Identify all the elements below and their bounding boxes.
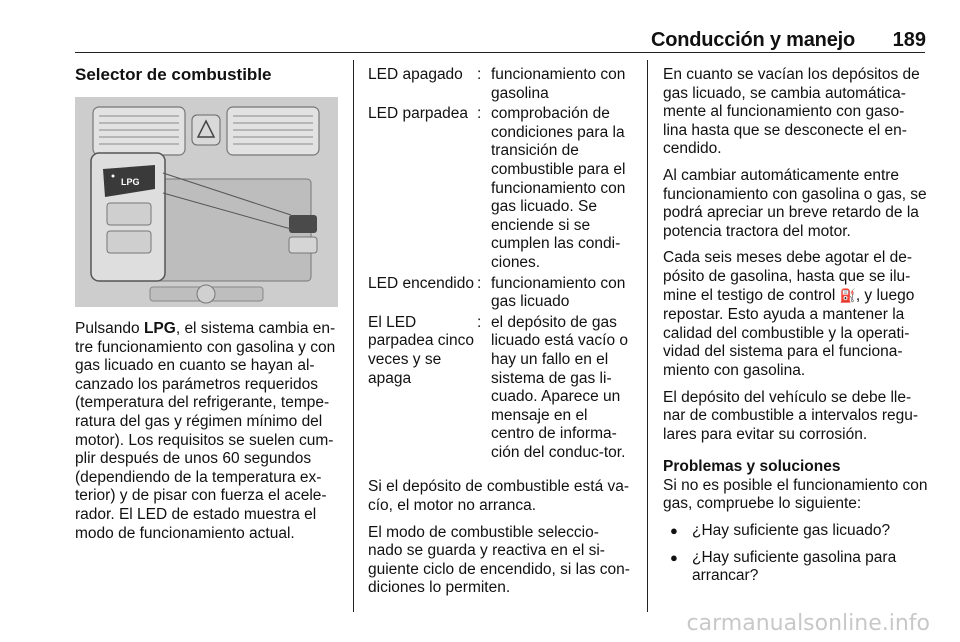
separator: : (477, 105, 482, 123)
led-row (368, 105, 633, 274)
dashboard-illustration (75, 97, 338, 307)
text-fragment: , el sistema cambia en-tre funcionamiento con gasolina y con gas licuado en cuanto se hayan al-canzado los parámetros requeridos (temperatura del refrigerante, tempe-ratura del gas y régimen mínimo del motor). Los requisitos se suelen cum-plir después de unos 60 segundos (dependiendo de la temperatura ex-terior) y de pisar con fuerza el acele-rador. El LED de estado muestra el modo de funcionamiento actual. (75, 320, 336, 542)
page-header-title: Conducción y manejo (650, 29, 855, 51)
section-title: Selector de combustible (75, 65, 272, 84)
column-divider-1 (353, 60, 354, 612)
checklist-item: ● ¿Hay suficiente gas licuado? (663, 522, 928, 541)
text-fragment: Cada seis meses debe agotar el de-pósito de gasolina, hasta que se ilu-mine el testigo de control (663, 249, 913, 304)
separator: : (477, 313, 482, 331)
fuel-mode-paragraph: El modo de combustible seleccio-nado se guarda y reactiva en el si-guiente ciclo de encendido, si las con-diciones lo permiten. (368, 523, 630, 597)
corrosion-paragraph: El depósito del vehículo se debe lle-nar de combustible a intervalos regu-lares para evitar su corrosión. (663, 388, 919, 443)
separator: : (477, 274, 482, 292)
power-delay-paragraph: Al cambiar automáticamente entre funcionamiento con gasolina o gas, se podrá apreciar un breve retardo de la potencia tractora del motor. (663, 166, 927, 240)
led-state: El LED parpadea cinco veces y se apaga (368, 313, 474, 387)
led-state: LED parpadea (368, 105, 468, 123)
header-rule (75, 52, 925, 53)
led-row (368, 275, 633, 314)
led-status-table (368, 66, 633, 464)
led-state: LED encendido (368, 274, 474, 292)
led-meaning: funcionamiento con gas licuado (491, 274, 626, 311)
dashboard-figure (75, 97, 338, 307)
checklist-item: ● ¿Hay suficiente gasolina para arrancar? (663, 549, 928, 586)
column-3 (663, 66, 928, 594)
auto-switch-paragraph: En cuanto se vacían los depósitos de gas licuado, se cambia automática-mente al funcionamiento con gaso-lina hasta que se desconecte el en-cendido. (663, 66, 920, 158)
watermark: carmanualsonline.info (686, 611, 930, 636)
problems-title: Problemas y soluciones (663, 458, 841, 476)
column-1-text (75, 320, 340, 551)
column-2 (368, 66, 633, 606)
led-row (368, 66, 633, 105)
six-months-paragraph (663, 249, 928, 380)
text-fragment: Pulsando (75, 320, 144, 337)
lpg-button-label: LPG (121, 177, 140, 187)
fuel-warning-icon: ⛽ (839, 288, 856, 304)
led-meaning: comprobación de condiciones para la transición de combustible para el funcionamiento con gas licuado. Se enciende si se cumplen las condi-ciones. (491, 105, 626, 271)
led-row (368, 314, 633, 465)
checklist (663, 522, 928, 586)
led-meaning: funcionamiento con gasolina (491, 66, 626, 102)
separator: : (477, 66, 482, 83)
lpg-keyword: LPG (143, 320, 176, 337)
text-fragment: , y luego repostar. Esto ayuda a mantener la calidad del combustible y la operati-vidad del sistema para el funciona-miento con gasolina. (663, 286, 915, 379)
column-1 (75, 66, 340, 85)
led-meaning: el depósito de gas licuado está vacío o hay un fallo en el sistema de gas li-cuado. Aparece un mensaje en el centro de informa-ción del conduc-tor. (491, 313, 629, 461)
empty-tank-paragraph: Si el depósito de combustible está va-cío, el motor no arranca. (368, 478, 630, 515)
page-number: 189 (892, 29, 926, 51)
lpg-paragraph (75, 320, 340, 543)
column-divider-2 (647, 60, 648, 612)
problems-intro: Si no es posible el funcionamiento con gas, compruebe lo siguiente: (663, 476, 928, 513)
led-state: LED apagado (368, 66, 463, 83)
